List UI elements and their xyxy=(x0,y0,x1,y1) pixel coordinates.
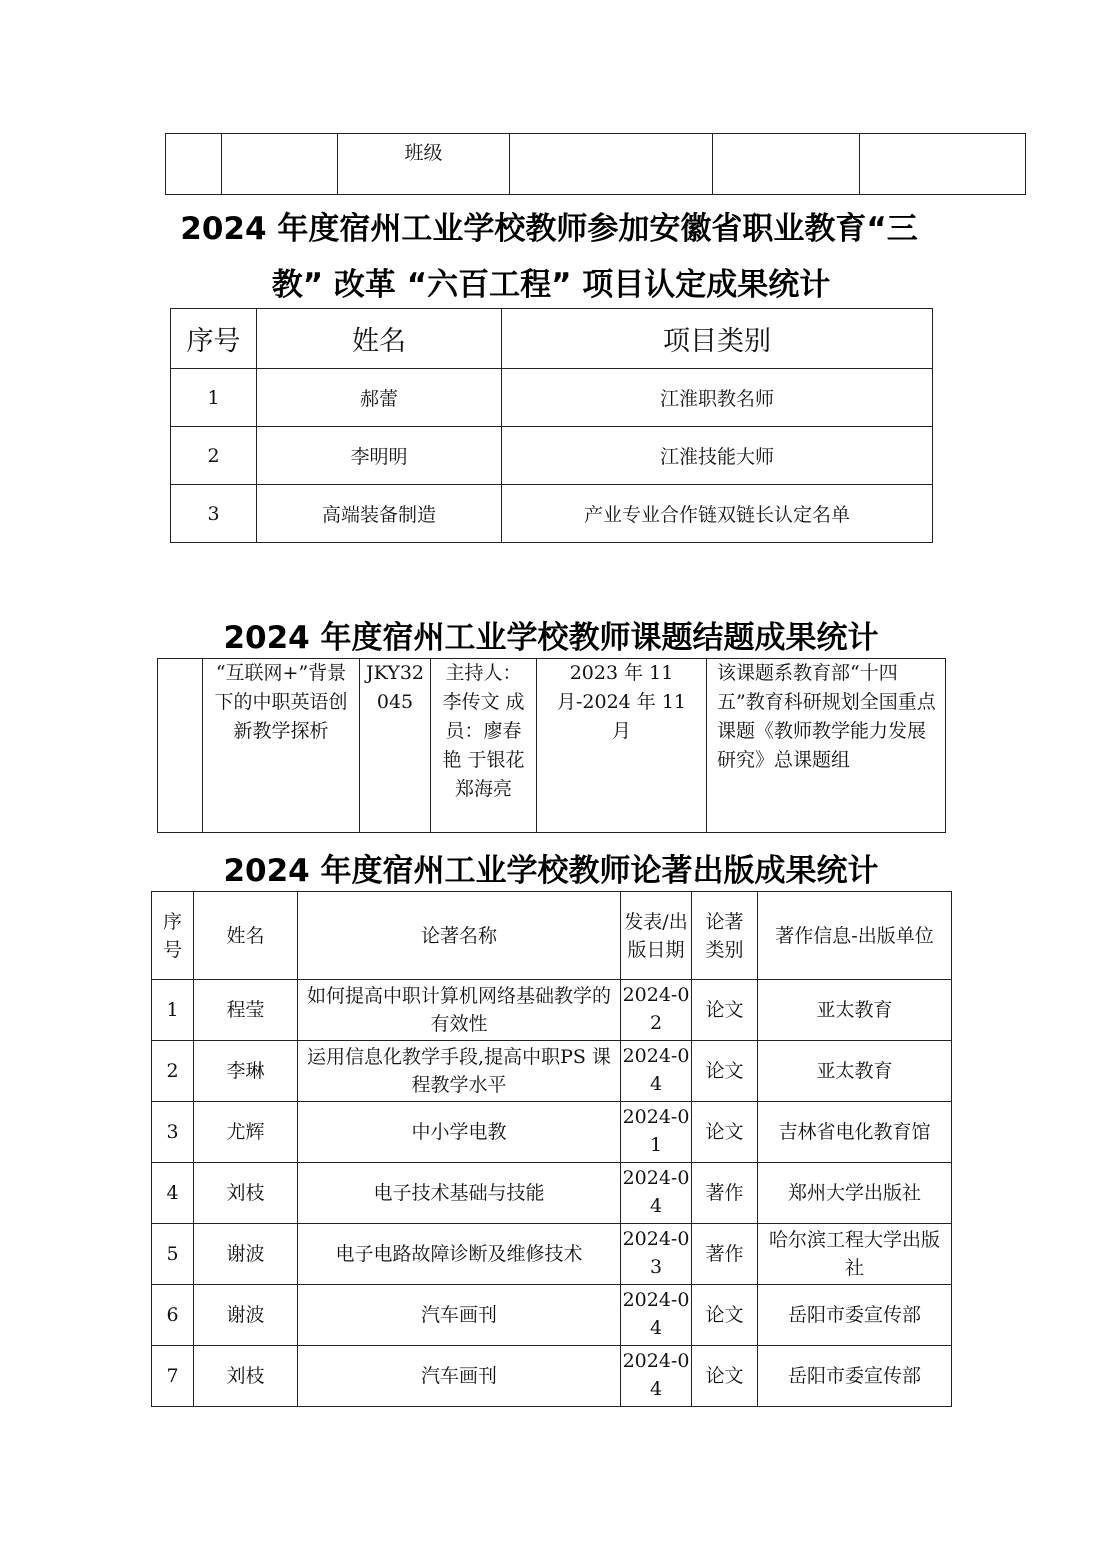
cell-publisher: 岳阳市委宣传部 xyxy=(758,1285,952,1346)
publications-table xyxy=(151,891,952,1407)
table-cell xyxy=(860,134,1026,195)
table-row xyxy=(152,1224,952,1285)
cell-no: 5 xyxy=(152,1224,194,1285)
table-row xyxy=(166,134,1026,195)
cell-type: 论文 xyxy=(692,1102,758,1163)
cell-no: 3 xyxy=(152,1102,194,1163)
cell-name: 尤辉 xyxy=(194,1102,298,1163)
header-category: 项目类别 xyxy=(502,309,933,369)
cell-date: 2024-02 xyxy=(621,980,692,1041)
cell-publisher: 岳阳市委宣传部 xyxy=(758,1346,952,1407)
cell-name: 程莹 xyxy=(194,980,298,1041)
cell-work: 电子电路故障诊断及维修技术 xyxy=(298,1224,621,1285)
table-cell-class: 班级 xyxy=(338,134,510,195)
cell-no: 2 xyxy=(152,1041,194,1102)
cell-type: 论文 xyxy=(692,1346,758,1407)
cell-category: 产业专业合作链双链长认定名单 xyxy=(502,485,933,543)
table-row xyxy=(152,1346,952,1407)
cell-no: 6 xyxy=(152,1285,194,1346)
table-row xyxy=(171,427,933,485)
cell-name: 李明明 xyxy=(257,427,502,485)
table-cell xyxy=(222,134,338,195)
table-header-row xyxy=(171,309,933,369)
cell-topic: “互联网+”背景下的中职英语创新教学探析 xyxy=(203,659,360,833)
table-row xyxy=(152,980,952,1041)
header-date: 发表/出版日期 xyxy=(621,892,692,980)
cell-work: 运用信息化教学手段,提高中职PS 课程教学水平 xyxy=(298,1041,621,1102)
section3-title: 2024 年度宿州工业学校教师论著出版成果统计 xyxy=(223,853,879,889)
previous-table-fragment xyxy=(165,133,1026,195)
cell-no: 3 xyxy=(171,485,257,543)
cell-date: 2024-03 xyxy=(621,1224,692,1285)
header-name: 姓名 xyxy=(194,892,298,980)
cell-name: 谢波 xyxy=(194,1224,298,1285)
cell-date: 2024-04 xyxy=(621,1163,692,1224)
cell-type: 著作 xyxy=(692,1224,758,1285)
section1-title-line2: 教” 改革 “六百工程” 项目认定成果统计 xyxy=(271,267,831,303)
cell-name: 郝蕾 xyxy=(257,369,502,427)
table-row xyxy=(171,369,933,427)
cell-no: 2 xyxy=(171,427,257,485)
table-cell xyxy=(166,134,222,195)
cell-name: 刘枝 xyxy=(194,1346,298,1407)
table-cell xyxy=(510,134,713,195)
cell-date: 2024-04 xyxy=(621,1041,692,1102)
section1-title-line1: 2024 年度宿州工业学校教师参加安徽省职业教育“三 xyxy=(180,211,918,247)
header-no: 序号 xyxy=(171,309,257,369)
cell-publisher: 郑州大学出版社 xyxy=(758,1163,952,1224)
cell-publisher: 亚太教育 xyxy=(758,980,952,1041)
table-row xyxy=(152,1041,952,1102)
table-row xyxy=(171,485,933,543)
cell-name: 李琳 xyxy=(194,1041,298,1102)
cell-name: 刘枝 xyxy=(194,1163,298,1224)
cell-type: 论文 xyxy=(692,1285,758,1346)
cell-period: 2023 年 11 月-2024 年 11 月 xyxy=(537,659,707,833)
cell-work: 电子技术基础与技能 xyxy=(298,1163,621,1224)
cell-work: 如何提高中职计算机网络基础教学的有效性 xyxy=(298,980,621,1041)
header-work: 论著名称 xyxy=(298,892,621,980)
cell-category: 江淮职教名师 xyxy=(502,369,933,427)
cell-type: 论文 xyxy=(692,980,758,1041)
cell-code: JKY32045 xyxy=(360,659,431,833)
table-row xyxy=(152,1285,952,1346)
cell-publisher: 哈尔滨工程大学出版社 xyxy=(758,1224,952,1285)
table-header-row xyxy=(152,892,952,980)
cell-note: 该课题系教育部“十四五”教育科研规划全国重点课题《教师教学能力发展研究》总课题组 xyxy=(707,659,946,833)
cell-date: 2024-04 xyxy=(621,1285,692,1346)
cell-category: 江淮技能大师 xyxy=(502,427,933,485)
header-type: 论著类别 xyxy=(692,892,758,980)
cell-no: 7 xyxy=(152,1346,194,1407)
cell-no xyxy=(158,659,203,833)
research-project-table xyxy=(157,658,946,833)
header-publisher: 著作信息-出版单位 xyxy=(758,892,952,980)
cell-publisher: 吉林省电化教育馆 xyxy=(758,1102,952,1163)
header-no: 序号 xyxy=(152,892,194,980)
table-row xyxy=(152,1163,952,1224)
cell-date: 2024-01 xyxy=(621,1102,692,1163)
cell-name: 高端装备制造 xyxy=(257,485,502,543)
cell-work: 汽车画刊 xyxy=(298,1285,621,1346)
cell-type: 论文 xyxy=(692,1041,758,1102)
cell-no: 1 xyxy=(152,980,194,1041)
table-cell xyxy=(713,134,860,195)
cell-no: 4 xyxy=(152,1163,194,1224)
cell-publisher: 亚太教育 xyxy=(758,1041,952,1102)
cell-work: 中小学电教 xyxy=(298,1102,621,1163)
cell-members: 主持人：李传文 成员：廖春艳 于银花 郑海亮 xyxy=(431,659,537,833)
cell-type: 著作 xyxy=(692,1163,758,1224)
cell-date: 2024-04 xyxy=(621,1346,692,1407)
section2-title: 2024 年度宿州工业学校教师课题结题成果统计 xyxy=(223,620,879,656)
cell-no: 1 xyxy=(171,369,257,427)
cell-work: 汽车画刊 xyxy=(298,1346,621,1407)
table-row xyxy=(152,1102,952,1163)
header-name: 姓名 xyxy=(257,309,502,369)
six-hundred-project-table xyxy=(170,308,933,543)
cell-name: 谢波 xyxy=(194,1285,298,1346)
table-row xyxy=(158,659,946,833)
